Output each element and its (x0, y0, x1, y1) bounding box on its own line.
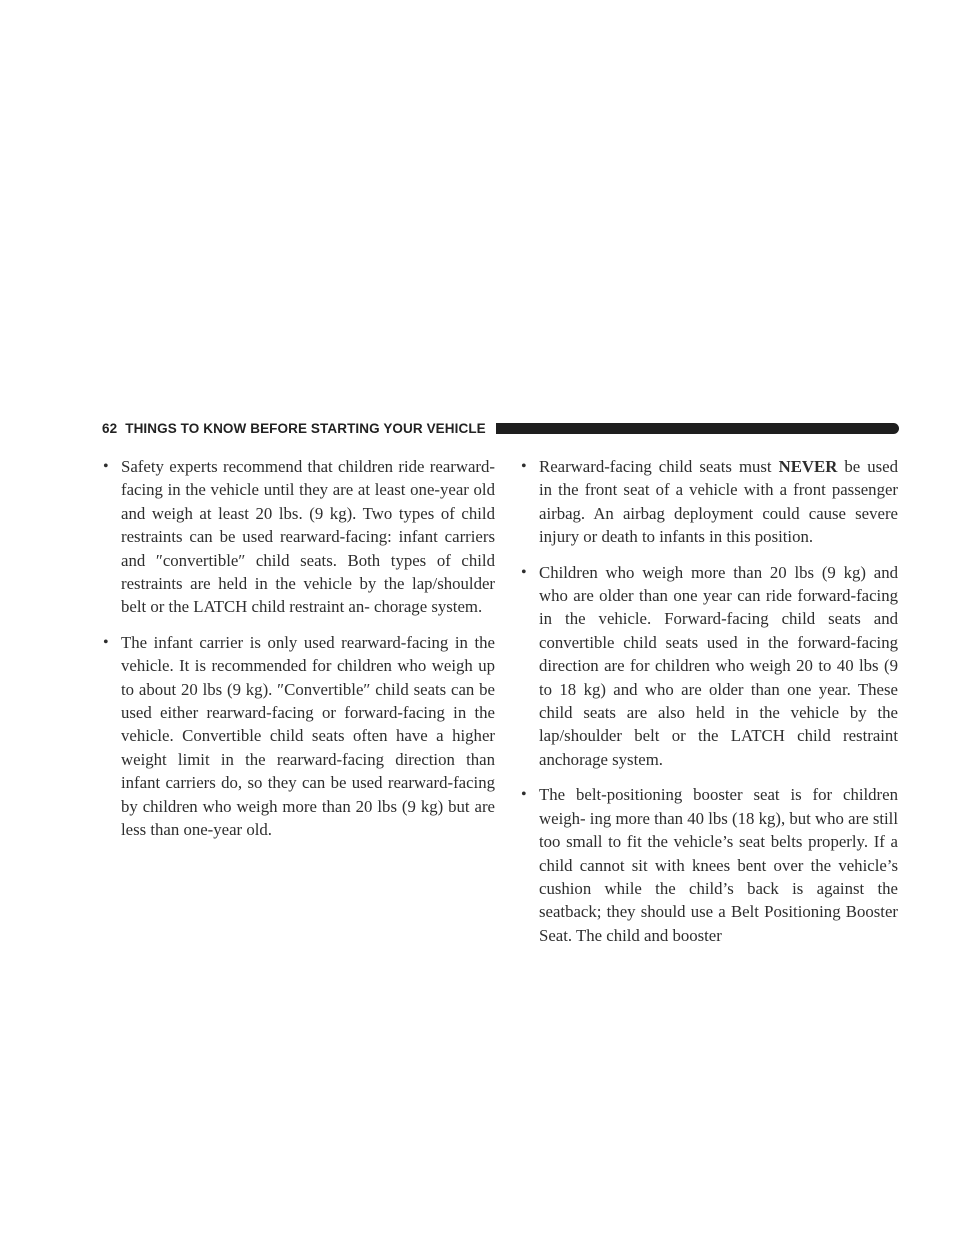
bullet-item (521, 783, 898, 947)
bullet-item (521, 455, 898, 549)
bullet-dot: • (103, 458, 109, 475)
bullet-text-end: be used in the front seat of a vehicle with a front passenger airbag. An airbag deployment could cause severe injury or death to infants in this position. (539, 457, 898, 547)
section-title: THINGS TO KNOW BEFORE STARTING YOUR VEHICLE (125, 420, 486, 436)
bullet-dot: • (521, 563, 527, 581)
bullet-text: Children who weigh more than 20 lbs (9 kg) and who are older than one year can ride forward-facing in the vehicle. Forward-facing child seats and convertible child seats used in the forward-facing direction are for children who weigh 20 to 40 lbs (9 to 18 kg) and who are older than one year. These child seats are also held in the vehicle by the lap/shoulder belt or the LATCH child restraint anchorage system. (539, 562, 898, 769)
bullet-text (539, 455, 898, 549)
page-number: 62 (102, 420, 118, 436)
bullet-text: The infant carrier is only used rearward-facing in the vehicle. It is recommended for children who weigh up to about 20 lbs (9 kg). ″Convertible″ child seats can be used either rearward-facing or forward-facing in the vehicle. Convertible child seats often have a higher weight limit in the rearward-facing direction than infant carriers do, so they can be used rearward-facing by children who weigh more than 20 lbs (9 kg) but are less than one-year old. (121, 632, 495, 840)
bullet-dot: • (521, 786, 527, 804)
bullet-item (103, 631, 495, 842)
bullet-text: Safety experts recommend that children ride rearward-facing in the vehicle until they are at least one-year old and weigh at least 20 lbs. (9 kg). Two types of child restraints can be used rearward-facing: infant carriers and ″convertible″ child seats. Both types of child restraints are held in the vehicle by the lap/shoulder belt or the LATCH child restraint an- chorage system. (121, 457, 495, 617)
bullet-item (103, 455, 495, 619)
right-column (521, 455, 898, 959)
bullet-dot: • (521, 458, 527, 475)
bullet-dot: • (103, 633, 109, 651)
bullet-text-start: Rearward-facing child seats must (539, 457, 779, 476)
left-column (103, 455, 495, 854)
bullet-text: The belt-positioning booster seat is for children weigh- ing more than 40 lbs (18 kg), but who are still too small to fit the vehicle’s seat belts properly. If a child cannot sit with knees bent over the vehicle’s cushion while the child’s back is against the seatback; they should use a Belt Positioning Booster Seat. The child and booster (539, 785, 898, 945)
header-rule (496, 423, 899, 434)
bullet-item (521, 561, 898, 772)
page-header (102, 416, 899, 440)
never-emphasis: NEVER (778, 457, 838, 476)
